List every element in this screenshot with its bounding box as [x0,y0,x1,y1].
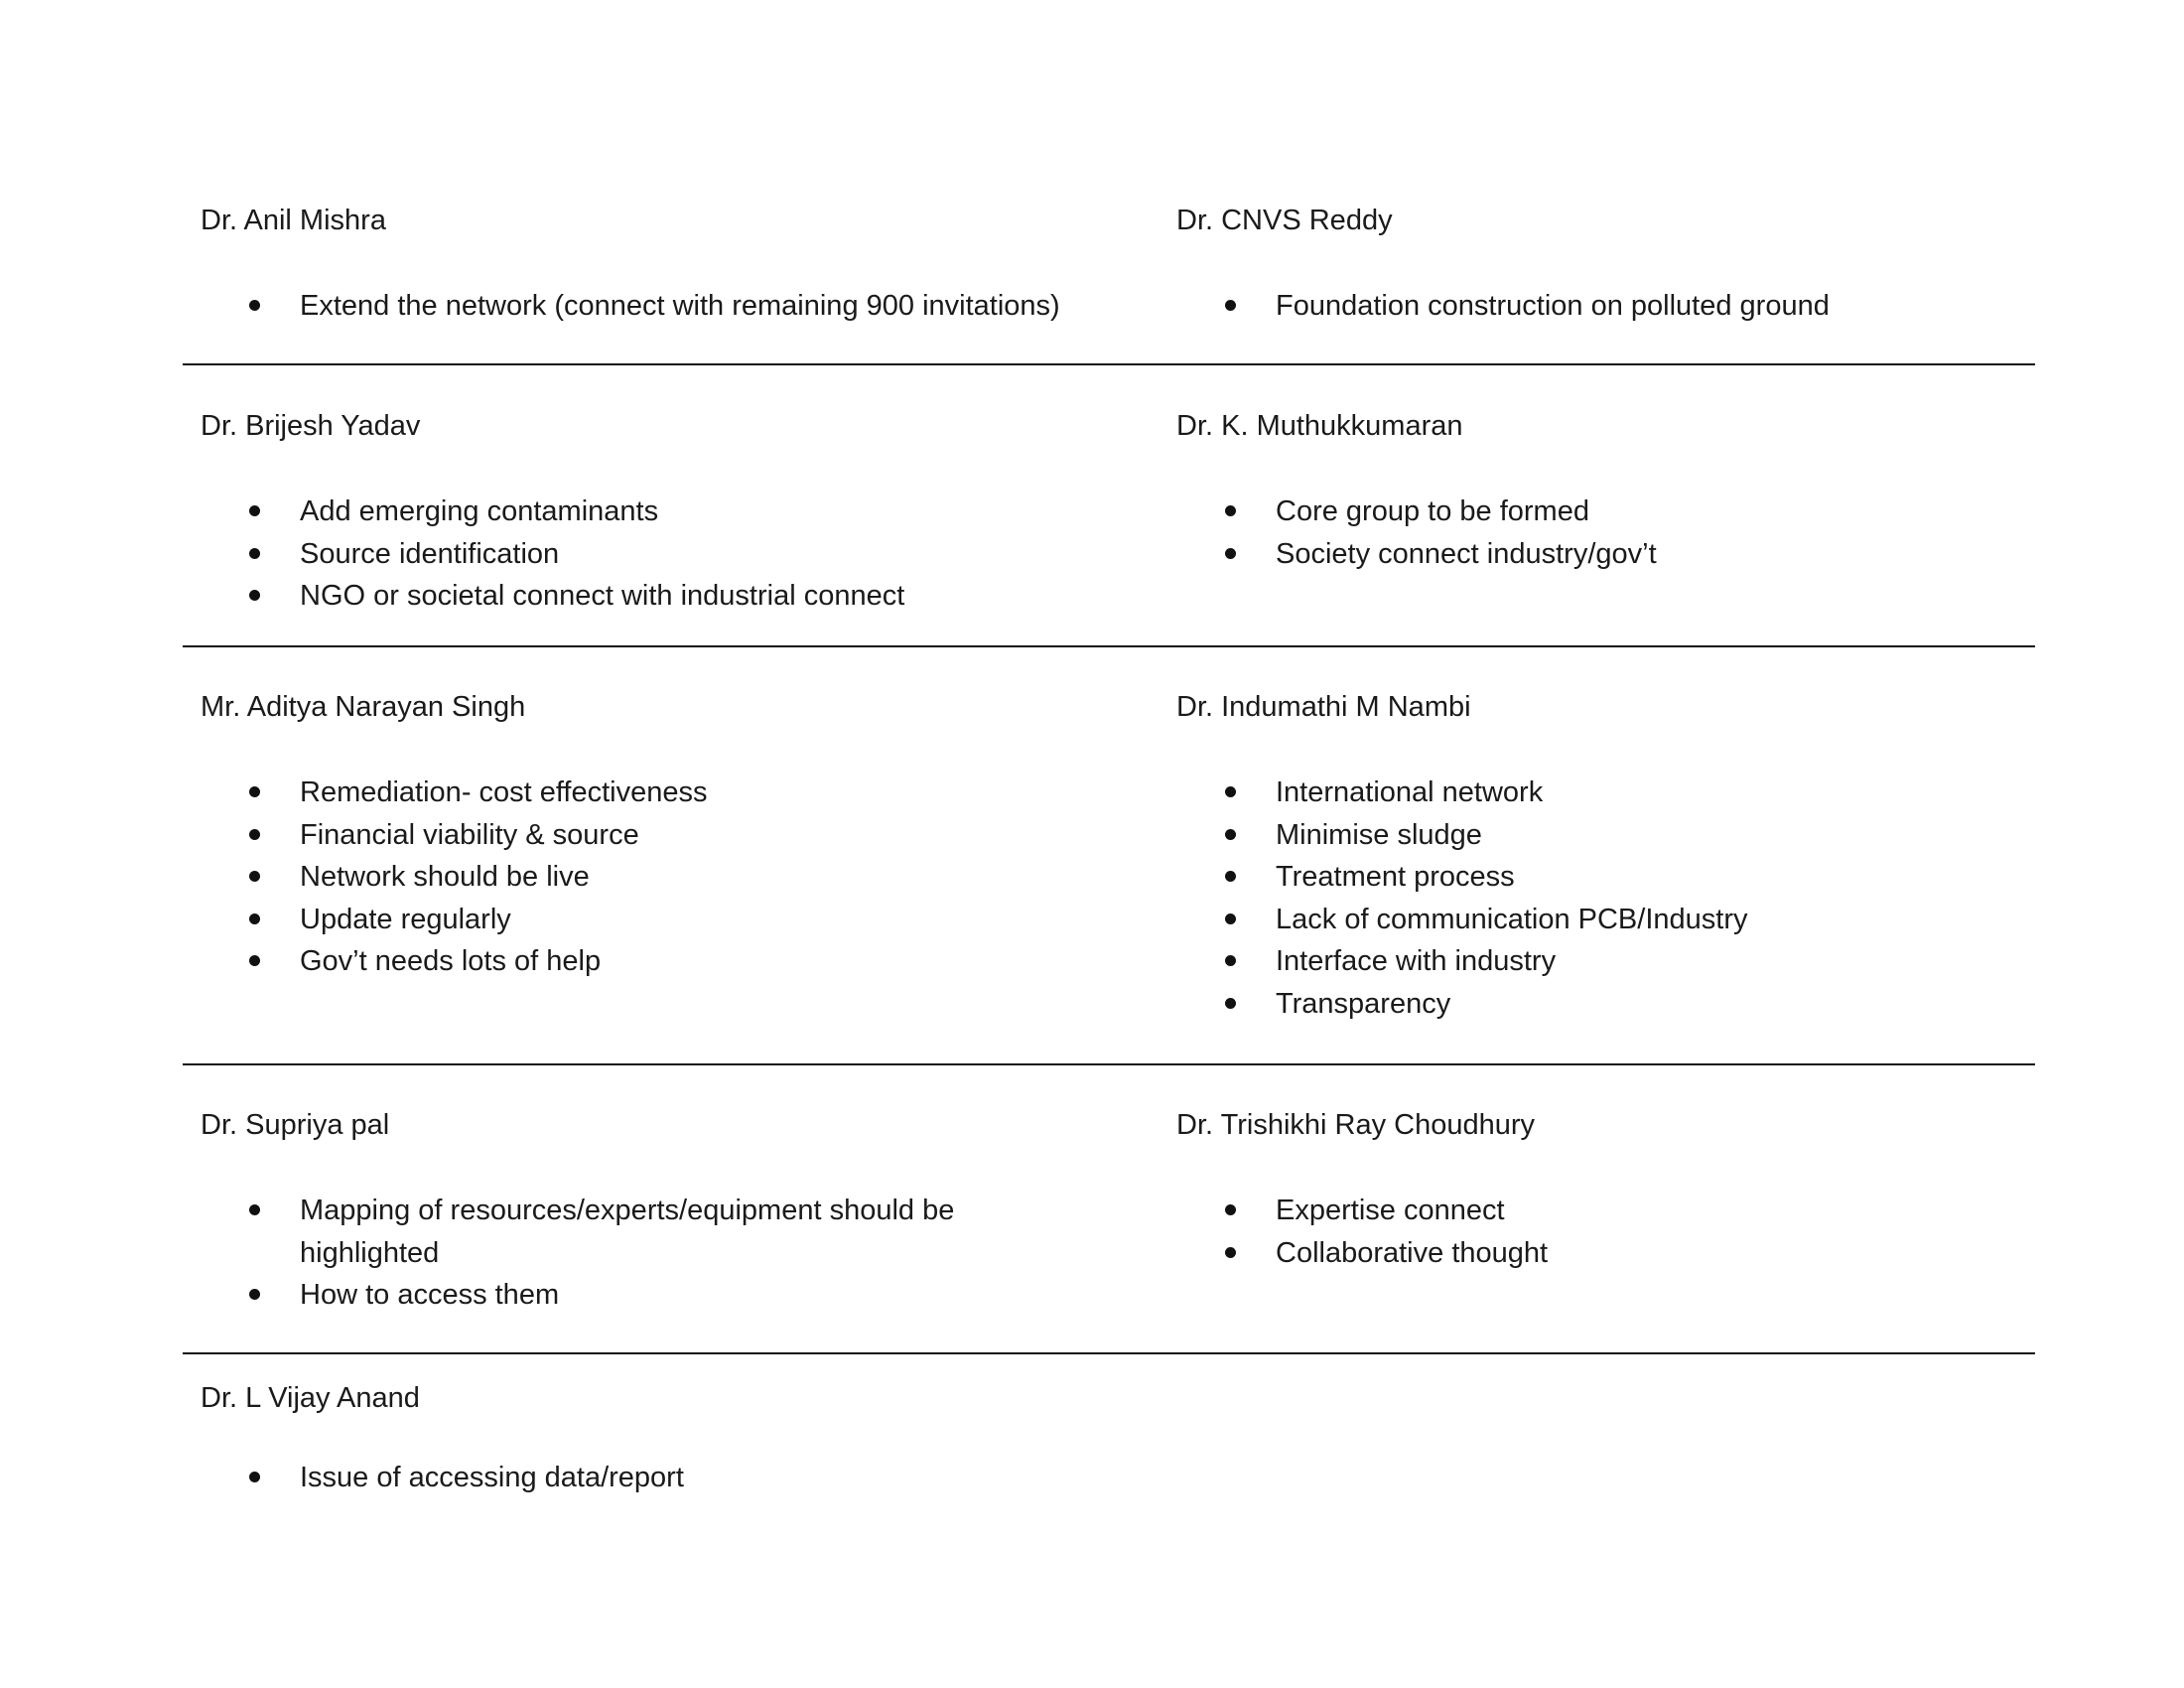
bullet-icon [249,300,260,311]
bullet-icon [1225,505,1236,516]
bullet-icon [1225,871,1236,882]
bullet-icon [249,1472,260,1482]
participant-name: Dr. Trishikhi Ray Choudhury [1176,1109,1536,1141]
list-item: Update regularly [201,899,1074,941]
section-divider [183,363,2035,365]
bullet-icon [249,548,260,559]
list-item: Collaborative thought [1176,1232,2050,1275]
list-item: Interface with industry [1176,940,2050,983]
participant-name: Dr. Anil Mishra [201,205,386,236]
list-item: Issue of accessing data/report [201,1457,1074,1499]
participant-entry [201,1107,1074,1317]
participant-name: Dr. K. Muthukkumaran [1176,410,1463,442]
bullet-icon [1225,998,1236,1009]
participant-name: Dr. L Vijay Anand [201,1382,420,1414]
participant-name: Dr. CNVS Reddy [1176,205,1393,236]
bullet-icon [249,829,260,840]
bullet-list [1176,285,2050,328]
list-item: Extend the network (connect with remaining 900 invitations) [201,285,1074,328]
bullet-icon [249,590,260,601]
bullet-list [1176,1190,2050,1274]
participant-name: Dr. Brijesh Yadav [201,410,421,442]
bullet-icon [249,786,260,797]
list-item: Foundation construction on polluted ground [1176,285,2050,328]
bullet-icon [1225,829,1236,840]
section-divider [183,1352,2035,1354]
bullet-list [201,285,1074,328]
bullet-icon [249,1289,260,1300]
list-item: How to access them [201,1274,1074,1317]
list-item: Treatment process [1176,856,2050,899]
list-item: Minimise sludge [1176,814,2050,857]
bullet-icon [249,1204,260,1215]
bullet-list [201,772,1074,983]
list-item: Network should be live [201,856,1074,899]
participant-name: Dr. Indumathi M Nambi [1176,691,1471,723]
list-item: Transparency [1176,983,2050,1026]
section-divider [183,1063,2035,1065]
bullet-icon [1225,1204,1236,1215]
list-item: Expertise connect [1176,1190,2050,1232]
list-item: Remediation- cost effectiveness [201,772,1074,814]
list-item: Financial viability & source [201,814,1074,857]
list-item: NGO or societal connect with industrial connect [201,575,1074,618]
list-item: Mapping of resources/experts/equipment should be highlighted [201,1190,1074,1274]
bullet-icon [1225,914,1236,924]
bullet-icon [1225,955,1236,966]
bullet-icon [1225,786,1236,797]
list-item: International network [1176,772,2050,814]
list-item: Lack of communication PCB/Industry [1176,899,2050,941]
bullet-icon [1225,1247,1236,1258]
participant-entry [201,689,1074,983]
bullet-icon [249,914,260,924]
list-item: Add emerging contaminants [201,491,1074,533]
participant-entry [1176,1107,2050,1274]
bullet-icon [249,871,260,882]
participant-entry [1176,203,2050,328]
bullet-icon [249,955,260,966]
list-item: Source identification [201,533,1074,576]
participant-name: Mr. Aditya Narayan Singh [201,691,526,723]
list-item: Gov’t needs lots of help [201,940,1074,983]
participant-entry [201,1380,1074,1499]
bullet-icon [1225,548,1236,559]
list-item: Society connect industry/gov’t [1176,533,2050,576]
participant-entry [201,203,1074,328]
bullet-list [1176,491,2050,575]
section-divider [183,645,2035,647]
bullet-icon [1225,300,1236,311]
bullet-icon [249,505,260,516]
bullet-list [1176,772,2050,1025]
participant-entry [201,408,1074,618]
bullet-list [201,1190,1074,1317]
list-item: Core group to be formed [1176,491,2050,533]
bullet-list [201,491,1074,618]
bullet-list [201,1457,1074,1499]
participant-name: Dr. Supriya pal [201,1109,390,1141]
participant-entry [1176,689,2050,1025]
participant-entry [1176,408,2050,575]
